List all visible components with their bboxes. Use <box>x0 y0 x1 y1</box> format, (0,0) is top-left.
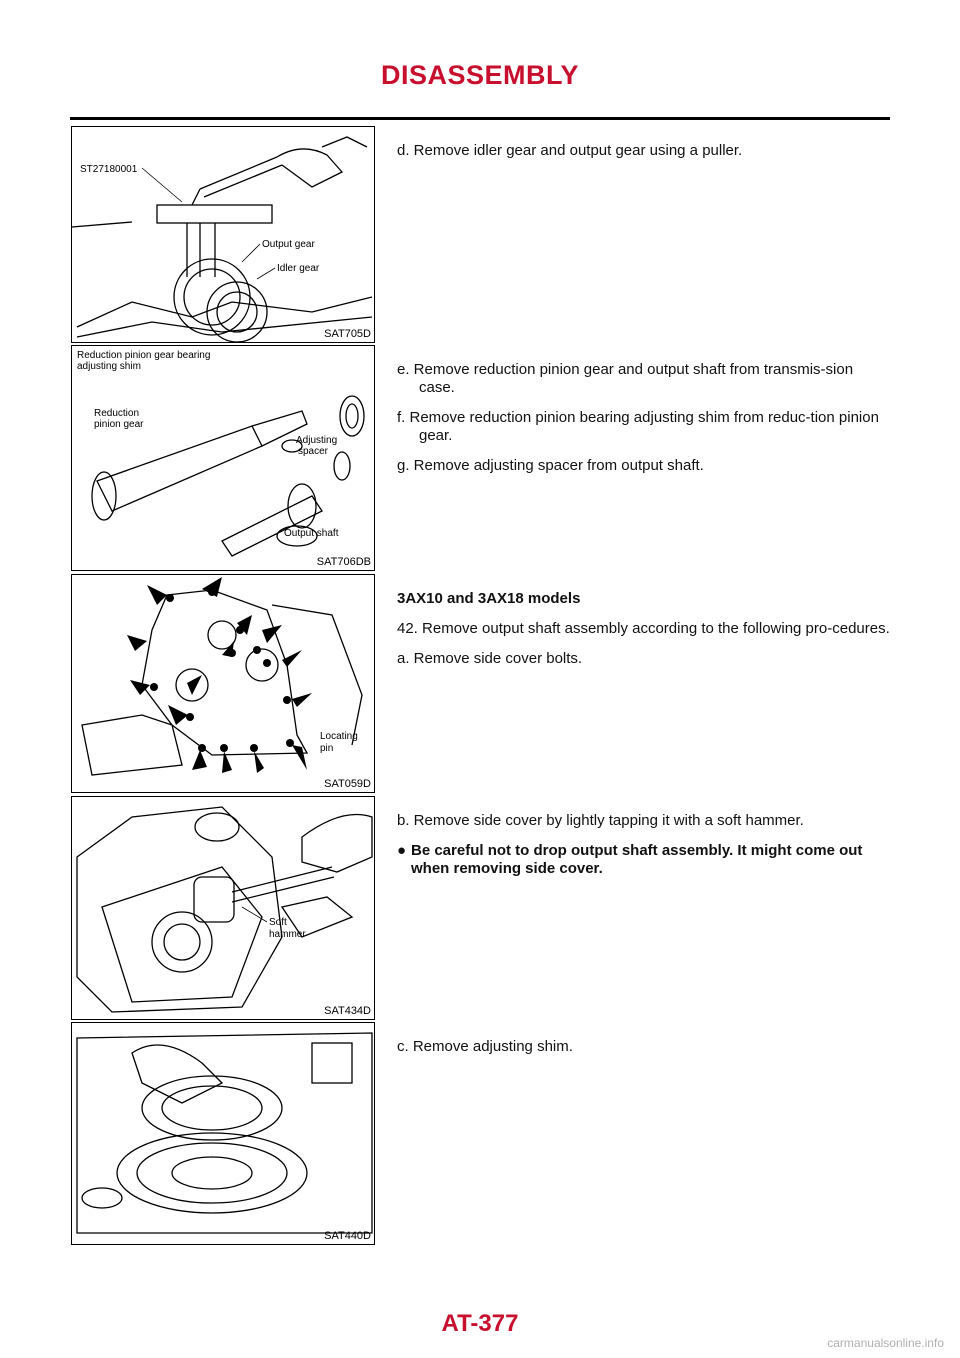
fig2-label-shim-2: adjusting shim <box>77 361 141 372</box>
caution-text: Be careful not to drop output shaft assembly. It might come out when removing side cover. <box>411 842 863 877</box>
steps-e-f-g <box>397 361 893 487</box>
fig3-label-locating-1: Locating <box>320 731 358 742</box>
step-g: g. Remove adjusting spacer from output shaft. <box>397 457 704 474</box>
figure-code: SAT706DB <box>316 556 371 568</box>
adjusting-shim-illustration <box>72 1023 374 1244</box>
figure-code: SAT059D <box>324 778 371 790</box>
fig2-label-spacer-2: spacer <box>298 446 329 457</box>
fig2-label-output-shaft: Output shaft <box>284 528 339 539</box>
step-c: c. Remove adjusting shim. <box>397 1038 573 1055</box>
step-a: a. Remove side cover bolts. <box>397 650 583 667</box>
steps-b-caution <box>397 812 893 878</box>
fig2-label-reduction-1: Reduction <box>94 408 140 419</box>
puller-illustration <box>72 127 374 342</box>
caution-note <box>397 842 893 878</box>
steps-42-a <box>397 590 893 680</box>
step-f: f. Remove reduction pinion bearing adjusting shim from reduc-tion pinion gear. <box>397 409 879 444</box>
fig1-label-idler-gear: Idler gear <box>277 263 320 274</box>
fig2-label-shim-1: Reduction pinion gear bearing <box>77 350 211 361</box>
reduction-pinion-illustration <box>72 346 374 570</box>
watermark: carmanualsonline.info <box>827 1336 944 1350</box>
fig3-label-locating-2: pin <box>320 743 334 754</box>
page-title: DISASSEMBLY <box>380 60 580 90</box>
models-heading: 3AX10 and 3AX18 models <box>397 590 581 607</box>
step-e: e. Remove reduction pinion gear and output shaft from transmis-sion case. <box>397 361 854 396</box>
figure-code: SAT705D <box>324 328 371 340</box>
step-d: d. Remove idler gear and output gear using a puller. <box>397 142 743 159</box>
figure-code: SAT440D <box>324 1230 371 1242</box>
side-cover-illustration <box>72 575 374 792</box>
step-b: b. Remove side cover by lightly tapping it with a soft hammer. <box>397 812 804 829</box>
fig2-label-spacer-1: Adjusting <box>296 435 338 446</box>
fig4-label-soft: Soft <box>269 917 287 928</box>
soft-hammer-illustration <box>72 797 374 1019</box>
figure-code: SAT434D <box>324 1005 371 1017</box>
figure-side-cover-bolts <box>71 574 375 793</box>
step-42: 42. Remove output shaft assembly according to the following pro-cedures. <box>397 620 890 637</box>
fig1-label-output-gear: Output gear <box>262 239 315 250</box>
figure-soft-hammer <box>71 796 375 1020</box>
page-number: AT-377 <box>441 1310 519 1337</box>
figure-reduction-pinion <box>71 345 375 571</box>
figure-puller <box>71 126 375 343</box>
fig1-label-tool: ST27180001 <box>80 164 138 175</box>
fig2-label-reduction-2: pinion gear <box>94 419 144 430</box>
step-c-text <box>397 1038 893 1068</box>
step-d-text <box>397 142 893 172</box>
header-divider <box>70 117 890 120</box>
bullet-icon: ● <box>397 842 407 859</box>
figure-adjusting-shim <box>71 1022 375 1245</box>
fig4-label-hammer: hammer <box>269 929 306 940</box>
